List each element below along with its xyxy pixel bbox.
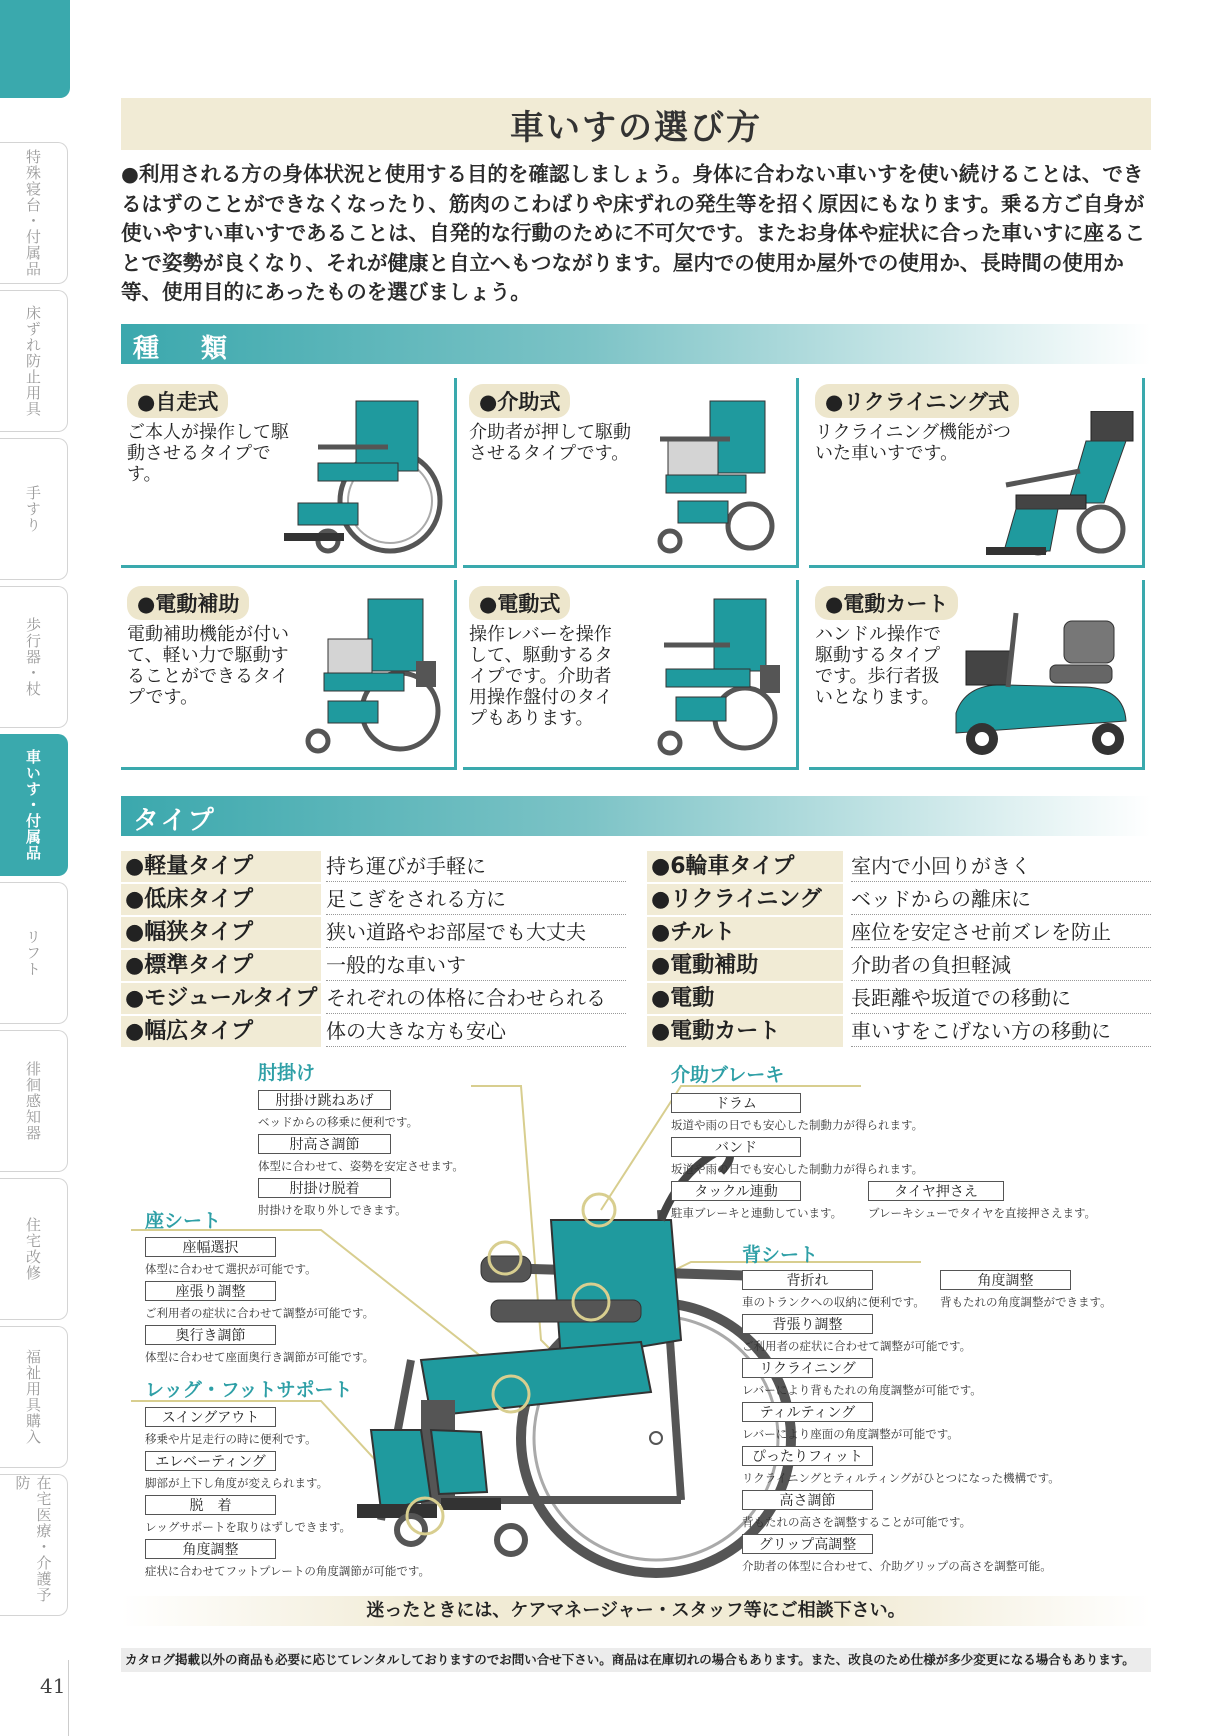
type-desc: 座位を安定させ前ズレを防止 (851, 917, 1151, 948)
armrest-detach-label: 肘掛け脱着 (258, 1178, 391, 1198)
type-desc: 介助者の負担軽減 (851, 950, 1151, 981)
leg-group-title: レッグ・フットサポート (145, 1379, 353, 1401)
sidebar-top-tab (0, 0, 70, 98)
seat-tension-desc: ご利用者の症状に合わせて調整が可能です。 (145, 1306, 375, 1320)
kind-card-electric-cart (809, 580, 1145, 770)
reclining-desc: レバーにより背もたれの角度調整が可能です。 (742, 1383, 982, 1397)
type-row (121, 950, 626, 983)
type-row (647, 884, 1151, 917)
type-row (647, 917, 1151, 950)
type-desc: 一般的な車いす (326, 950, 626, 981)
sidebar-tab-label: 徘徊感知器 (24, 1061, 42, 1141)
arm-height-label: 肘高さ調節 (258, 1134, 391, 1154)
armrest-flip-up-desc: ベッドからの移乗に便利です。 (258, 1115, 419, 1129)
back-fold-desc: 車のトランクへの収納に便利です。 (742, 1295, 925, 1309)
type-row (121, 851, 626, 884)
kind-desc: 操作レバーを操作して、駆動するタイプです。介助者用操作盤付のタイプもあります。 (469, 624, 613, 729)
type-name: ●リクライニング (647, 884, 843, 915)
sidebar-tab-label: 住宅改修 (24, 1217, 42, 1281)
type-desc: 足こぎをされる方に (326, 884, 626, 915)
brake-tackle-label: タックル連動 (671, 1181, 801, 1201)
kinds-heading-bar (121, 324, 1151, 364)
intro-text: ●利用される方の身体状況と使用する目的を確認しましょう。身体に合わない車いすを使い続けることは、できるはずのことができなくなったり、筋肉のこわばりや床ずれの発生等を招く原因にもなります。乗る方ご自身が使いやすい車いすであることは、自発的な行動のために不可欠です。またお身体や症状に合った車いすに座ることで姿勢が良くなり、それが健康と自立へもつながります。屋内での使用か屋外での使用か、長時間の使用か等、使用目的にあったものを選びましょう。 (121, 162, 1145, 304)
back-height-desc: 背もたれの高さを調整することが可能です。 (742, 1515, 972, 1529)
type-row (647, 1016, 1151, 1049)
title-bar (121, 98, 1151, 150)
armrest-detach-desc: 肘掛けを取り外しできます。 (258, 1203, 407, 1217)
perfect-fit-label: ぴったりフィット (742, 1446, 873, 1466)
type-row (647, 851, 1151, 884)
kind-label: ●自走式 (127, 384, 228, 418)
seat-depth-desc: 体型に合わせて座面奥行き調節が可能です。 (145, 1350, 375, 1364)
reclining-wheelchair-illustration (976, 411, 1136, 561)
back-angle-desc: 背もたれの角度調整ができます。 (940, 1295, 1112, 1309)
type-desc: 室内で小回りがきく (851, 851, 1151, 882)
type-name: ●電動補助 (647, 950, 843, 981)
elevating-label: エレベーティング (145, 1451, 276, 1471)
sidebar-tab-label: 手すり (24, 485, 42, 533)
tire-press-desc: ブレーキシューでタイヤを直接押さえます。 (868, 1206, 1097, 1220)
type-name: ●電動カート (647, 1016, 843, 1047)
back-tension-desc: ご利用者の症状に合わせて調整が可能です。 (742, 1339, 972, 1353)
kind-label: ●電動式 (469, 586, 570, 620)
seat-group-title: 座シート (145, 1210, 222, 1232)
kind-card-attendant (463, 378, 799, 568)
back-group-title: 背シート (742, 1244, 819, 1266)
sidebar-tab-bedsore[interactable] (0, 290, 68, 432)
kind-card-reclining (809, 378, 1145, 568)
brake-band-desc: 坂道や雨の日でも安心した制動力が得られます。 (671, 1162, 924, 1176)
brake-band-label: バンド (671, 1137, 801, 1157)
kind-desc: 電動補助機能が付いて、軽い力で駆動することができるタイプです。 (127, 624, 289, 708)
swing-out-label: スイングアウト (145, 1407, 276, 1427)
foot-angle-label: 角度調整 (145, 1539, 276, 1559)
brake-drum-desc: 坂道や雨の日でも安心した制動力が得られます。 (671, 1118, 924, 1132)
type-name: ●電動 (647, 983, 843, 1014)
arm-height-desc: 体型に合わせて、姿勢を安定させます。 (258, 1159, 464, 1173)
footnote: カタログ掲載以外の商品も必要に応じてレンタルしておりますのでお問い合せ下さい。商品は在庫切れの場合もあります。また、改良のため仕様が多少変更になる場合もあります。 (121, 1648, 1151, 1672)
type-row (647, 983, 1151, 1016)
sidebar-tab-handrail[interactable] (0, 438, 68, 580)
type-name: ●軽量タイプ (121, 851, 321, 882)
sidebar-tab-home-care[interactable] (0, 1474, 68, 1616)
leg-detach-label: 脱 着 (145, 1495, 276, 1515)
foot-angle-desc: 症状に合わせてフットプレートの角度調節が可能です。 (145, 1564, 430, 1578)
types-heading: タイプ (133, 806, 216, 836)
grip-height-label: グリップ高調整 (742, 1534, 873, 1554)
power-assist-wheelchair-illustration (288, 593, 448, 763)
type-name: ●チルト (647, 917, 843, 948)
sidebar-tab-renovation[interactable] (0, 1178, 68, 1320)
type-row (647, 950, 1151, 983)
type-desc: 狭い道路やお部屋でも大丈夫 (326, 917, 626, 948)
brake-drum-label: ドラム (671, 1093, 801, 1113)
kind-label: ●介助式 (469, 384, 570, 418)
type-row (121, 1016, 626, 1049)
armrest-flip-up-label: 肘掛け跳ねあげ (258, 1090, 391, 1110)
sidebar-tab-special-bed[interactable] (0, 142, 68, 284)
type-name: ●6輪車タイプ (647, 851, 843, 882)
sidebar-tab-label: リフト (24, 929, 42, 977)
electric-cart-illustration (946, 603, 1136, 763)
sidebar-tab-wander-sensor[interactable] (0, 1030, 68, 1172)
kinds-heading: 種 類 (133, 334, 236, 364)
kind-card-self-propelled (121, 378, 457, 568)
seat-width-desc: 体型に合わせて選択が可能です。 (145, 1262, 317, 1276)
type-name: ●標準タイプ (121, 950, 321, 981)
consult-banner: 迷ったときには、ケアマネージャー・スタッフ等にご相談下さい。 (121, 1596, 1151, 1626)
sidebar-tab-lift[interactable] (0, 882, 68, 1024)
sidebar-tab-walker[interactable] (0, 586, 68, 728)
kind-label: ●リクライニング式 (815, 384, 1019, 418)
type-desc: ベッドからの離床に (851, 884, 1151, 915)
reclining-label: リクライニング (742, 1358, 873, 1378)
type-desc: 長距離や坂道での移動に (851, 983, 1151, 1014)
back-angle-label: 角度調整 (940, 1270, 1071, 1290)
page-number-rule (68, 1660, 69, 1736)
page-title: 車いすの選び方 (510, 107, 762, 148)
sidebar-tab-label: 車いす・付属品 (24, 749, 42, 861)
sidebar-tab-label: 福祉用具購入 (24, 1349, 42, 1445)
attendant-wheelchair-illustration (630, 391, 790, 561)
type-row (121, 983, 626, 1016)
sidebar-tab-purchase[interactable] (0, 1326, 68, 1468)
kind-desc: 介助者が押して駆動させるタイプです。 (469, 422, 631, 464)
brake-tackle-desc: 駐車ブレーキと連動しています。 (671, 1206, 843, 1220)
type-name: ●低床タイプ (121, 884, 321, 915)
kind-card-electric (463, 580, 799, 770)
armrest-group-title: 肘掛け (258, 1062, 316, 1084)
types-heading-bar (121, 796, 1151, 836)
seat-tension-label: 座張り調整 (145, 1281, 276, 1301)
sidebar-tab-label: 床ずれ防止用具 (24, 305, 42, 417)
electric-wheelchair-illustration (630, 593, 790, 763)
type-row (121, 884, 626, 917)
kind-desc: ハンドル操作で駆動するタイプです。歩行者扱いとなります。 (815, 624, 941, 708)
perfect-fit-desc: リクライニングとティルティングがひとつになった機構です。 (742, 1471, 1060, 1485)
type-desc: それぞれの体格に合わせられる (326, 983, 626, 1014)
grip-height-desc: 介助者の体型に合わせて、介助グリップの高さを調整可能。 (742, 1559, 1052, 1573)
brake-group-title: 介助ブレーキ (671, 1064, 785, 1086)
sidebar-tab-label: 歩行器・杖 (24, 617, 42, 697)
elevating-desc: 脚部が上下し角度が変えられます。 (145, 1476, 329, 1490)
self-propelled-wheelchair-illustration (278, 391, 448, 561)
back-fold-label: 背折れ (742, 1270, 873, 1290)
leg-detach-desc: レッグサポートを取りはずしできます。 (145, 1520, 351, 1534)
type-desc: 持ち運びが手軽に (326, 851, 626, 882)
sidebar-tab-label: 特殊寝台・付属品 (24, 149, 42, 277)
sidebar-tab-label: 在宅医療・介護予防 (13, 1475, 53, 1603)
seat-depth-label: 奥行き調節 (145, 1325, 276, 1345)
back-height-label: 高さ調節 (742, 1490, 873, 1510)
page-number: 41 (40, 1674, 66, 1698)
type-row (121, 917, 626, 950)
kind-card-power-assist (121, 580, 457, 770)
tire-press-label: タイヤ押さえ (868, 1181, 1004, 1201)
type-name: ●モジュールタイプ (121, 983, 321, 1014)
tilting-label: ティルティング (742, 1402, 873, 1422)
back-tension-label: 背張り調整 (742, 1314, 873, 1334)
sidebar-tab-wheelchair[interactable] (0, 734, 68, 876)
type-name: ●幅狭タイプ (121, 917, 321, 948)
type-desc: 車いすをこげない方の移動に (851, 1016, 1151, 1047)
type-desc: 体の大きな方も安心 (326, 1016, 626, 1047)
swing-out-desc: 移乗や片足走行の時に便利です。 (145, 1432, 317, 1446)
kind-label: ●電動補助 (127, 586, 249, 620)
type-name: ●幅広タイプ (121, 1016, 321, 1047)
kind-label: ●電動カート (815, 586, 958, 620)
kind-desc: リクライニング機能がついた車いすです。 (815, 422, 1012, 464)
seat-width-label: 座幅選択 (145, 1237, 276, 1257)
tilting-desc: レバーにより座面の角度調整が可能です。 (742, 1427, 959, 1441)
kind-desc: ご本人が操作して駆動させるタイプです。 (127, 422, 289, 485)
